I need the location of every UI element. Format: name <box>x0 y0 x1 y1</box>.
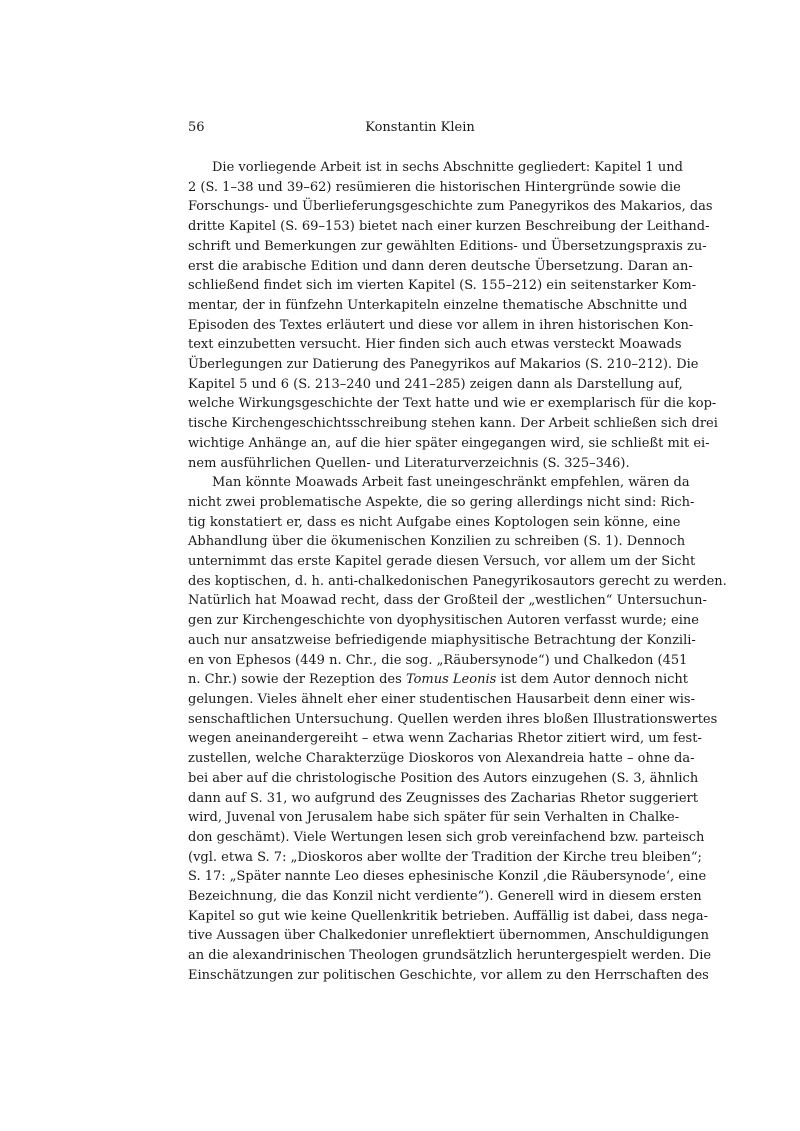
text-line: unternimmt das erste Kapitel gerade diesen Versuch, vor allem um der Sicht <box>188 554 696 570</box>
emphasized-title: Tomus Leonis <box>405 672 497 688</box>
text-line: welche Wirkungsgeschichte der Text hatte und wie er exemplarisch für die kop- <box>188 396 717 412</box>
text-line: wichtige Anhänge an, auf die hier später eingegangen wird, sie schließt mit ei- <box>188 435 710 451</box>
paragraph-2 <box>188 473 727 985</box>
text-line: nicht zwei problematische Aspekte, die so gering allerdings nicht sind: Rich- <box>188 494 695 510</box>
text-line: wird, Juvenal von Jerusalem habe sich später für sein Verhalten in Chalke- <box>188 810 680 826</box>
text-line: schrift und Bemerkungen zur gewählten Editions- und Übersetzungspraxis zu- <box>188 238 707 254</box>
text-line: nem ausführlichen Quellen- und Literaturverzeichnis (S. 325–346). <box>188 455 630 471</box>
text-line: don geschämt). Viele Wertungen lesen sich grob vereinfachend bzw. parteisch <box>188 829 705 845</box>
running-head <box>188 118 652 138</box>
text-fragment: n. Chr.) sowie der Rezeption des <box>188 672 406 688</box>
text-line: gen zur Kirchengeschichte von dyophysitischen Autoren verfasst wurde; eine <box>188 613 699 629</box>
text-line: Man könnte Moawads Arbeit fast uneingeschränkt empfehlen, wären da <box>212 475 690 491</box>
text-line: tive Aussagen über Chalkedonier unreflektiert übernommen, Anschuldigungen <box>188 928 710 944</box>
text-line: gelungen. Vieles ähnelt eher einer studentischen Hausarbeit denn einer wis- <box>188 691 695 707</box>
text-line: Einschätzungen zur politischen Geschichte, vor allem zu den Herrschaften des <box>188 967 709 983</box>
document-page <box>188 118 727 986</box>
text-line: text einzubetten versucht. Hier finden sich auch etwas versteckt Moawads <box>188 337 682 353</box>
text-line-with-emphasis <box>188 670 689 690</box>
text-line: en von Ephesos (449 n. Chr., die sog. „Räubersynode“) und Chalkedon (451 <box>188 652 688 668</box>
text-line: Bezeichnung, die das Konzil nicht verdiente“). Generell wird in diesem ersten <box>188 889 702 905</box>
text-line: bei aber auf die christologische Position des Autors einzugehen (S. 3, ähnlich <box>188 770 699 786</box>
running-title: Konstantin Klein <box>365 120 475 135</box>
text-fragment: ist dem Autor dennoch nicht <box>496 672 689 688</box>
text-line: des koptischen, d. h. anti-chalkedonischen Panegyrikosautors gerecht zu werden. <box>188 573 727 589</box>
text-line: Die vorliegende Arbeit ist in sechs Abschnitte gegliedert: Kapitel 1 und <box>212 160 683 175</box>
text-line: Abhandlung über die ökumenischen Konzilien zu schreiben (S. 1). Dennoch <box>188 534 686 550</box>
text-line: auch nur ansatzweise befriedigende miaphysitische Betrachtung der Konzili- <box>188 632 696 648</box>
text-line: dritte Kapitel (S. 69–153) bietet nach einer kurzen Beschreibung der Leithand- <box>188 219 710 235</box>
text-line: wegen aneinandergereiht – etwa wenn Zacharias Rhetor zitiert wird, um fest- <box>188 731 702 747</box>
text-line: (vgl. etwa S. 7: „Dioskoros aber wollte der Tradition der Kirche treu bleiben“; <box>188 849 702 865</box>
text-line: zustellen, welche Charakterzüge Dioskoros von Alexandreia hatte – ohne da- <box>188 751 695 767</box>
text-line: Überlegungen zur Datierung des Panegyrikos auf Makarios (S. 210–212). Die <box>188 357 699 373</box>
text-line: tig konstatiert er, dass es nicht Aufgabe eines Koptologen sein könne, eine <box>188 514 681 530</box>
text-line: erst die arabische Edition und dann deren deutsche Übersetzung. Daran an- <box>188 258 693 274</box>
text-line: 2 (S. 1–38 und 39–62) resümieren die historischen Hintergründe sowie die <box>188 179 681 195</box>
text-line: senschaftlichen Untersuchung. Quellen werden ihres bloßen Illustrationswertes <box>188 711 718 727</box>
text-line: an die alexandrinischen Theologen grundsätzlich heruntergespielt werden. Die <box>188 948 712 964</box>
text-line: Forschungs- und Überlieferungsgeschichte zum Panegyrikos des Makarios, das <box>188 199 713 215</box>
body-text <box>188 158 727 986</box>
text-line: tische Kirchengeschichtsschreibung stehen kann. Der Arbeit schließen sich drei <box>188 416 718 432</box>
text-line: schließend findet sich im vierten Kapitel (S. 155–212) ein seitenstarker Kom- <box>188 278 697 294</box>
text-line: dann auf S. 31, wo aufgrund des Zeugnisses des Zacharias Rhetor suggeriert <box>188 790 698 806</box>
page-number: 56 <box>188 120 205 135</box>
text-line: Kapitel so gut wie keine Quellenkritik betrieben. Auffällig ist dabei, dass nega- <box>188 908 709 924</box>
text-line: Natürlich hat Moawad recht, dass der Großteil der „westlichen“ Untersuchun- <box>188 593 707 609</box>
text-line: Kapitel 5 und 6 (S. 213–240 und 241–285) zeigen dann als Darstellung auf, <box>188 376 683 392</box>
paragraph-1 <box>188 158 718 473</box>
text-line: S. 17: „Später nannte Leo dieses ephesinische Konzil ‚die Räubersynode‘, eine <box>188 869 707 885</box>
text-line: Episoden des Textes erläutert und diese vor allem in ihren historischen Kon- <box>188 317 694 333</box>
text-line: mentar, der in fünfzehn Unterkapiteln einzelne thematische Abschnitte und <box>188 297 688 313</box>
